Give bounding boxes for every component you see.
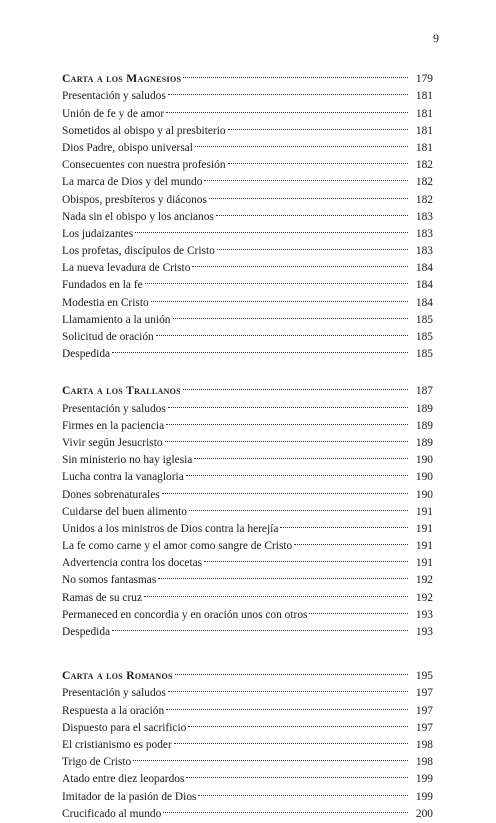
entry-page-number: 189	[415, 402, 433, 415]
dot-leader	[195, 134, 411, 151]
entry-title: Los profetas, discípulos de Cristo	[62, 245, 215, 258]
dot-leader	[151, 288, 411, 305]
entry-page-number: 185	[415, 348, 433, 361]
entry-title: Cuidarse del buen alimento	[62, 505, 187, 518]
dot-leader	[158, 566, 411, 583]
entry-title: Crucificado al mundo	[62, 807, 162, 820]
entry-title: Presentación y saludos	[62, 90, 166, 103]
entry-page-number: 199	[415, 773, 433, 786]
entry-page-number: 191	[415, 557, 433, 570]
toc-section-romanos	[62, 662, 433, 820]
entry-title: Permaneced en concordia y en oración unos con otros	[62, 608, 308, 621]
dot-leader	[168, 82, 411, 99]
entry-page-number: 182	[415, 176, 433, 189]
dot-leader	[194, 446, 411, 463]
entry-title: El cristianismo es poder	[62, 738, 172, 751]
toc-entries	[62, 394, 433, 638]
entry-title: Unión de fe y de amor	[62, 107, 165, 120]
entry-page-number: 193	[415, 608, 433, 621]
dot-leader	[192, 254, 411, 271]
entry-page-number: 182	[415, 159, 433, 172]
page-number: 9	[433, 31, 439, 45]
dot-leader	[112, 340, 411, 357]
dot-leader	[165, 429, 411, 446]
entry-title: Presentación y saludos	[62, 402, 166, 415]
dot-leader	[183, 65, 411, 82]
entry-page-number: 183	[415, 245, 433, 258]
dot-leader	[168, 394, 411, 411]
dot-leader	[209, 185, 411, 202]
entry-title: Sometidos al obispo y al presbiterio	[62, 124, 226, 137]
section-page-number: 179	[415, 73, 433, 86]
entry-page-number: 191	[415, 522, 433, 535]
entry-page-number: 181	[415, 107, 433, 120]
entry-title: Solicitud de oración	[62, 331, 154, 343]
entry-page-number: 181	[415, 141, 433, 154]
entry-page-number: 184	[415, 279, 433, 292]
entry-title: Consecuentes con nuestra profesión	[62, 159, 226, 172]
dot-leader	[309, 601, 411, 618]
entry-page-number: 192	[415, 574, 433, 587]
entry-page-number: 181	[415, 124, 433, 137]
entry-page-number: 183	[415, 210, 433, 223]
section-title: Carta a los Magnesios	[62, 72, 182, 86]
toc-section-heading	[62, 662, 433, 683]
entry-page-number: 191	[415, 540, 433, 553]
entry-title: Ramas de su cruz	[62, 591, 143, 604]
entry-page-number: 182	[415, 193, 433, 206]
entry-title: Firmes en la paciencia	[62, 419, 165, 432]
dot-leader	[175, 662, 411, 679]
entry-title: Despedida	[62, 626, 111, 638]
entry-page-number: 181	[415, 90, 433, 103]
entry-page-number: 197	[415, 721, 433, 734]
entry-title: Dios Padre, obispo universal	[62, 141, 193, 154]
entry-title: La nueva levadura de Cristo	[62, 262, 191, 275]
entry-title: Obispos, presbíteros y diáconos	[62, 193, 207, 206]
toc-entries	[62, 679, 433, 820]
section-page-number: 187	[415, 385, 433, 398]
entry-title: Vivir según Jesucristo	[62, 436, 163, 449]
entry-page-number: 184	[415, 296, 433, 309]
dot-leader	[144, 583, 411, 600]
dot-leader	[198, 782, 411, 799]
entry-title: Los judaizantes	[62, 227, 134, 240]
dot-leader	[186, 765, 411, 782]
entry-title: Unidos a los ministros de Dios contra la herejía	[62, 522, 279, 535]
toc-entry	[62, 340, 433, 361]
dot-leader	[162, 480, 411, 497]
entry-title: Atado entre diez leopardos	[62, 773, 185, 786]
section-title: Carta a los Trallanos	[62, 384, 181, 398]
dot-leader	[216, 203, 411, 220]
entry-title: Advertencia contra los docetas	[62, 557, 203, 570]
entry-page-number: 190	[415, 471, 433, 484]
entry-title: Respuesta a la oración	[62, 704, 165, 717]
dot-leader	[204, 549, 411, 566]
toc-entries	[62, 82, 433, 361]
entry-title: Presentación y saludos	[62, 687, 166, 700]
dot-leader	[186, 463, 411, 480]
entry-page-number: 183	[415, 227, 433, 240]
entry-title: No somos fantasmas	[62, 574, 157, 587]
entry-title: Nada sin el obispo y los ancianos	[62, 210, 214, 223]
entry-page-number: 189	[415, 419, 433, 432]
entry-page-number: 197	[415, 704, 433, 717]
dot-leader	[174, 731, 411, 748]
dot-leader	[168, 679, 411, 696]
toc-section-heading	[62, 377, 433, 398]
entry-title: Lucha contra la vanagloria	[62, 471, 184, 484]
entry-page-number: 185	[415, 313, 433, 326]
entry-page-number: 191	[415, 505, 433, 518]
entry-title: Trigo de Cristo	[62, 756, 132, 769]
entry-page-number: 192	[415, 591, 433, 604]
dot-leader	[228, 117, 411, 134]
dot-leader	[183, 377, 411, 394]
dot-leader	[112, 618, 411, 635]
entry-title: Modestia en Cristo	[62, 296, 149, 309]
dot-leader	[204, 168, 411, 185]
dot-leader	[228, 151, 411, 168]
dot-leader	[189, 498, 411, 515]
entry-title: Fundados en la fe	[62, 279, 143, 292]
dot-leader	[294, 532, 411, 549]
dot-leader	[135, 220, 411, 237]
entry-page-number: 193	[415, 626, 433, 638]
entry-title: Dispuesto para el sacrificio	[62, 721, 187, 734]
entry-page-number: 190	[415, 454, 433, 467]
entry-title: La marca de Dios y del mundo	[62, 176, 203, 189]
entry-page-number: 198	[415, 738, 433, 751]
entry-page-number: 197	[415, 687, 433, 700]
entry-page-number: 189	[415, 436, 433, 449]
dot-leader	[156, 323, 411, 340]
section-page-number: 195	[415, 670, 433, 683]
entry-title: Despedida	[62, 348, 111, 361]
entry-title: Llamamiento a la unión	[62, 313, 171, 326]
dot-leader	[173, 306, 412, 323]
table-of-contents	[62, 65, 433, 820]
section-title: Carta a los Romanos	[62, 669, 173, 683]
toc-section-heading	[62, 65, 433, 86]
dot-leader	[166, 412, 411, 429]
dot-leader	[188, 714, 411, 731]
dot-leader	[280, 515, 411, 532]
dot-leader	[166, 99, 411, 116]
entry-page-number: 198	[415, 756, 433, 769]
dot-leader	[163, 800, 411, 817]
dot-leader	[133, 748, 411, 765]
dot-leader	[145, 271, 411, 288]
toc-section-magnesios	[62, 65, 433, 361]
entry-page-number: 199	[415, 790, 433, 803]
entry-page-number: 185	[415, 331, 433, 343]
entry-page-number: 184	[415, 262, 433, 275]
toc-section-trallanos	[62, 377, 433, 638]
entry-title: Sin ministerio no hay iglesia	[62, 454, 193, 467]
entry-title: Dones sobrenaturales	[62, 488, 160, 501]
toc-entry	[62, 618, 433, 638]
dot-leader	[166, 696, 411, 713]
entry-page-number: 190	[415, 488, 433, 501]
dot-leader	[217, 237, 411, 254]
entry-page-number: 200	[415, 807, 433, 820]
entry-title: Imitador de la pasión de Dios	[62, 790, 197, 803]
entry-title: La fe como carne y el amor como sangre de Cristo	[62, 540, 293, 553]
